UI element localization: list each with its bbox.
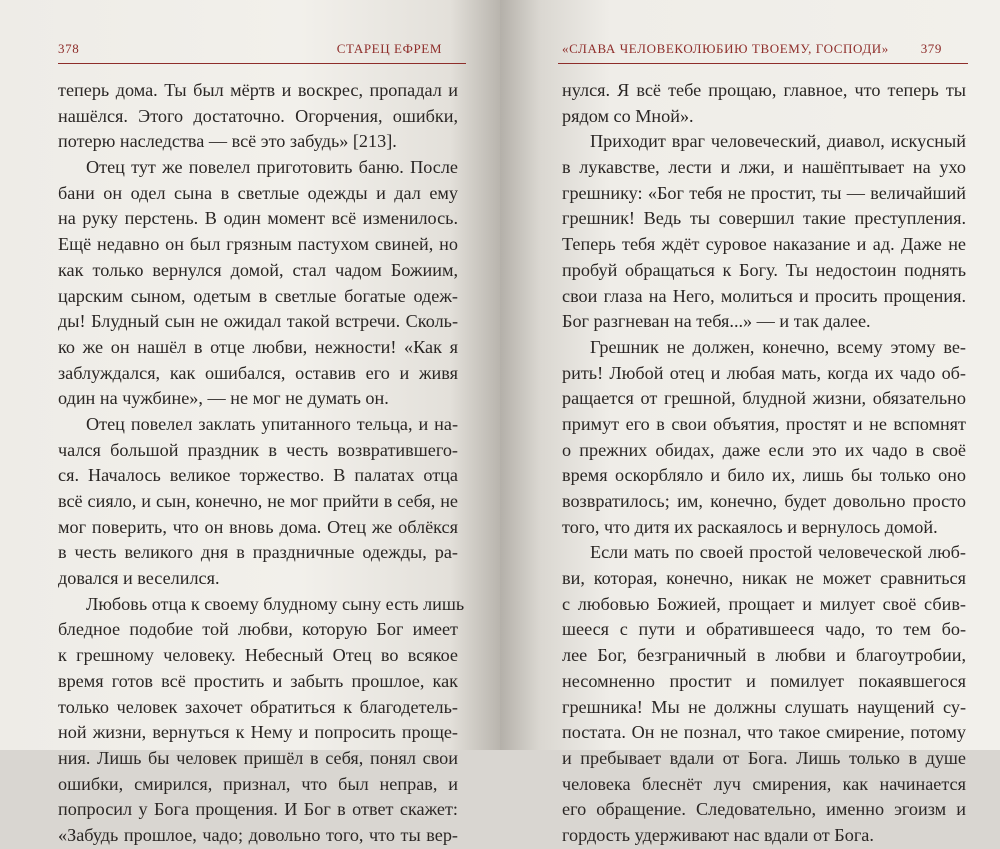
text-line: время готов всё простить и забыть прошлое, как <box>58 670 458 691</box>
text-line: как только вернулся домой, стал чадом Божиим, <box>58 259 458 280</box>
text-line: в лукавстве, лести и лжи, и нашёптывает на ухо <box>562 157 966 178</box>
text-line: Грешник не должен, конечно, всему этому ве- <box>590 336 966 357</box>
text-line: всё сияло, и сын, конечно, не мог прийти в себя, не <box>58 491 458 511</box>
text-line: чался большой праздник в честь возвратившего- <box>58 439 458 460</box>
text-line: примут его в свои объятия, простят и не вспомнят <box>562 413 966 434</box>
text-line: один на чужбине», — не мог не думать он. <box>58 388 389 409</box>
text-line: Ещё недавно он был грязным пастухом свиней, но <box>58 234 458 255</box>
text-line: грешнику: «Бог тебя не простит, ты — величайший <box>562 182 966 203</box>
text-line: возвратилось; им, конечно, будет довольно просто <box>562 491 966 511</box>
text-line: Отец тут же повелел приготовить баню. После <box>86 157 458 178</box>
text-line: довался и веселился. <box>58 568 220 589</box>
text-line: Если мать по своей простой человеческой люб- <box>590 542 966 563</box>
text-line: нулся. Я всё тебе прощаю, главное, что теперь ты <box>562 80 966 100</box>
text-line: ви, которая, конечно, никак не может сравниться <box>562 568 966 589</box>
body-text <box>58 78 465 849</box>
text-line: человека блеснёт луч смирения, как начинается <box>562 773 966 794</box>
text-line: ды! Блудный сын не ожидал такой встречи. Сколь- <box>58 311 458 332</box>
right-page <box>500 0 1000 845</box>
text-line: Отец повелел заклать упитанного тельца, и на- <box>86 413 458 434</box>
text-line: рядом со Мной». <box>562 105 694 126</box>
text-line: «Забудь прошлое, чадо; довольно того, что ты вер- <box>58 824 458 845</box>
text-line: лее Бог, безграничный в любви и благоутробии, <box>562 645 966 666</box>
text-line: ния. Лишь бы человек пришёл в себя, понял свои <box>58 747 458 768</box>
text-line: о прежних обидах, даже если это их чадо в своё <box>562 439 966 460</box>
text-line: заблуждался, как ошибался, оставив его и живя <box>58 362 458 383</box>
text-line: ко же он нашёл в отце любви, нежности! «Как я <box>58 336 458 357</box>
page-number: 378 <box>58 41 80 56</box>
body-text <box>562 78 966 849</box>
text-line: только человек захочет обратиться к благодетель- <box>58 696 458 717</box>
text-line: ной жизни, вернуться к Нему и попросить проще- <box>58 722 458 743</box>
text-line: к грешному человеку. Небесный Отец во всякое <box>58 645 458 666</box>
left-page <box>0 0 500 845</box>
text-line: ся. Началось великое торжество. В палатах отца <box>58 465 458 486</box>
text-line: его обращение. Следовательно, именно эгоизм и <box>562 799 966 820</box>
text-line: на руку перстень. В один момент всё изменилось. <box>58 208 458 229</box>
running-title: СТАРЕЦ ЕФРЕМ <box>336 41 442 56</box>
text-line: время оскорбляло и било их, лишь бы только оно <box>562 465 966 486</box>
text-line: Любовь отца к своему блудному сыну есть лишь <box>86 593 465 614</box>
text-line: в честь великого дня в праздничные одежды, ра- <box>58 542 458 563</box>
text-line: грешник! Ведь ты совершил такие преступления. <box>562 208 966 229</box>
text-line: гордость удерживают нас вдали от Бога. <box>562 824 874 845</box>
text-line: Приходит враг человеческий, диавол, искусный <box>590 131 966 152</box>
text-line: попросил у Бога прощения. И Бог в ответ скажет: <box>58 799 458 820</box>
text-line: ошибки, смирился, признал, что был неправ, и <box>58 773 458 794</box>
text-line: бани он одел сына в светлые одежды и дал ему <box>58 182 458 203</box>
text-line: теперь дома. Ты был мёртв и воскрес, пропадал и <box>58 80 458 100</box>
text-line: пробуй обращаться к Богу. Ты недостоин поднять <box>562 259 966 280</box>
text-line: Теперь тебя ждёт суровое наказание и ад. Даже не <box>562 234 966 255</box>
text-line: грешника! Мы не должны слушать наущений су- <box>562 696 966 717</box>
text-line: рить! Любой отец и любая мать, когда их чадо об- <box>562 362 966 383</box>
text-line: того, что дитя их раскаялось и вернулось домой. <box>562 516 938 537</box>
header-rule <box>558 63 968 64</box>
text-line: ращается от грешной, блудной жизни, обязательно <box>562 388 966 409</box>
page-number: 379 <box>920 41 942 56</box>
text-line: с любовью Божией, прощает и милует своё сбив- <box>562 593 966 614</box>
text-line: и пребывает вдали от Бога. Лишь только в душе <box>562 747 966 768</box>
text-line: Бог разгневан на тебя...» — и так далее. <box>562 311 871 332</box>
text-line: нашёлся. Этого достаточно. Огорчения, ошибки, <box>58 105 458 126</box>
text-line: царским сыном, одетым в светлые богатые одеж- <box>58 285 458 306</box>
text-line: постата. Он не познал, что такое смирение, потому <box>562 722 966 743</box>
text-line: свои глаза на Него, молиться и просить прощения. <box>562 285 966 306</box>
running-title: «СЛАВА ЧЕЛОВЕКОЛЮБИЮ ТВОЕМУ, ГОСПОДИ» <box>562 41 889 56</box>
text-line: шееся с пути и обратившееся чадо, то тем бо- <box>562 619 966 640</box>
text-line: несомненно простит и помилует покаявшегося <box>562 670 966 691</box>
text-line: мог поверить, что он вновь дома. Отец же облёкся <box>58 516 458 537</box>
text-line: бледное подобие той любви, которую Бог имеет <box>58 619 458 640</box>
text-line: потерю наследства — всё это забудь» [213]. <box>58 131 397 152</box>
header-rule <box>58 63 466 64</box>
